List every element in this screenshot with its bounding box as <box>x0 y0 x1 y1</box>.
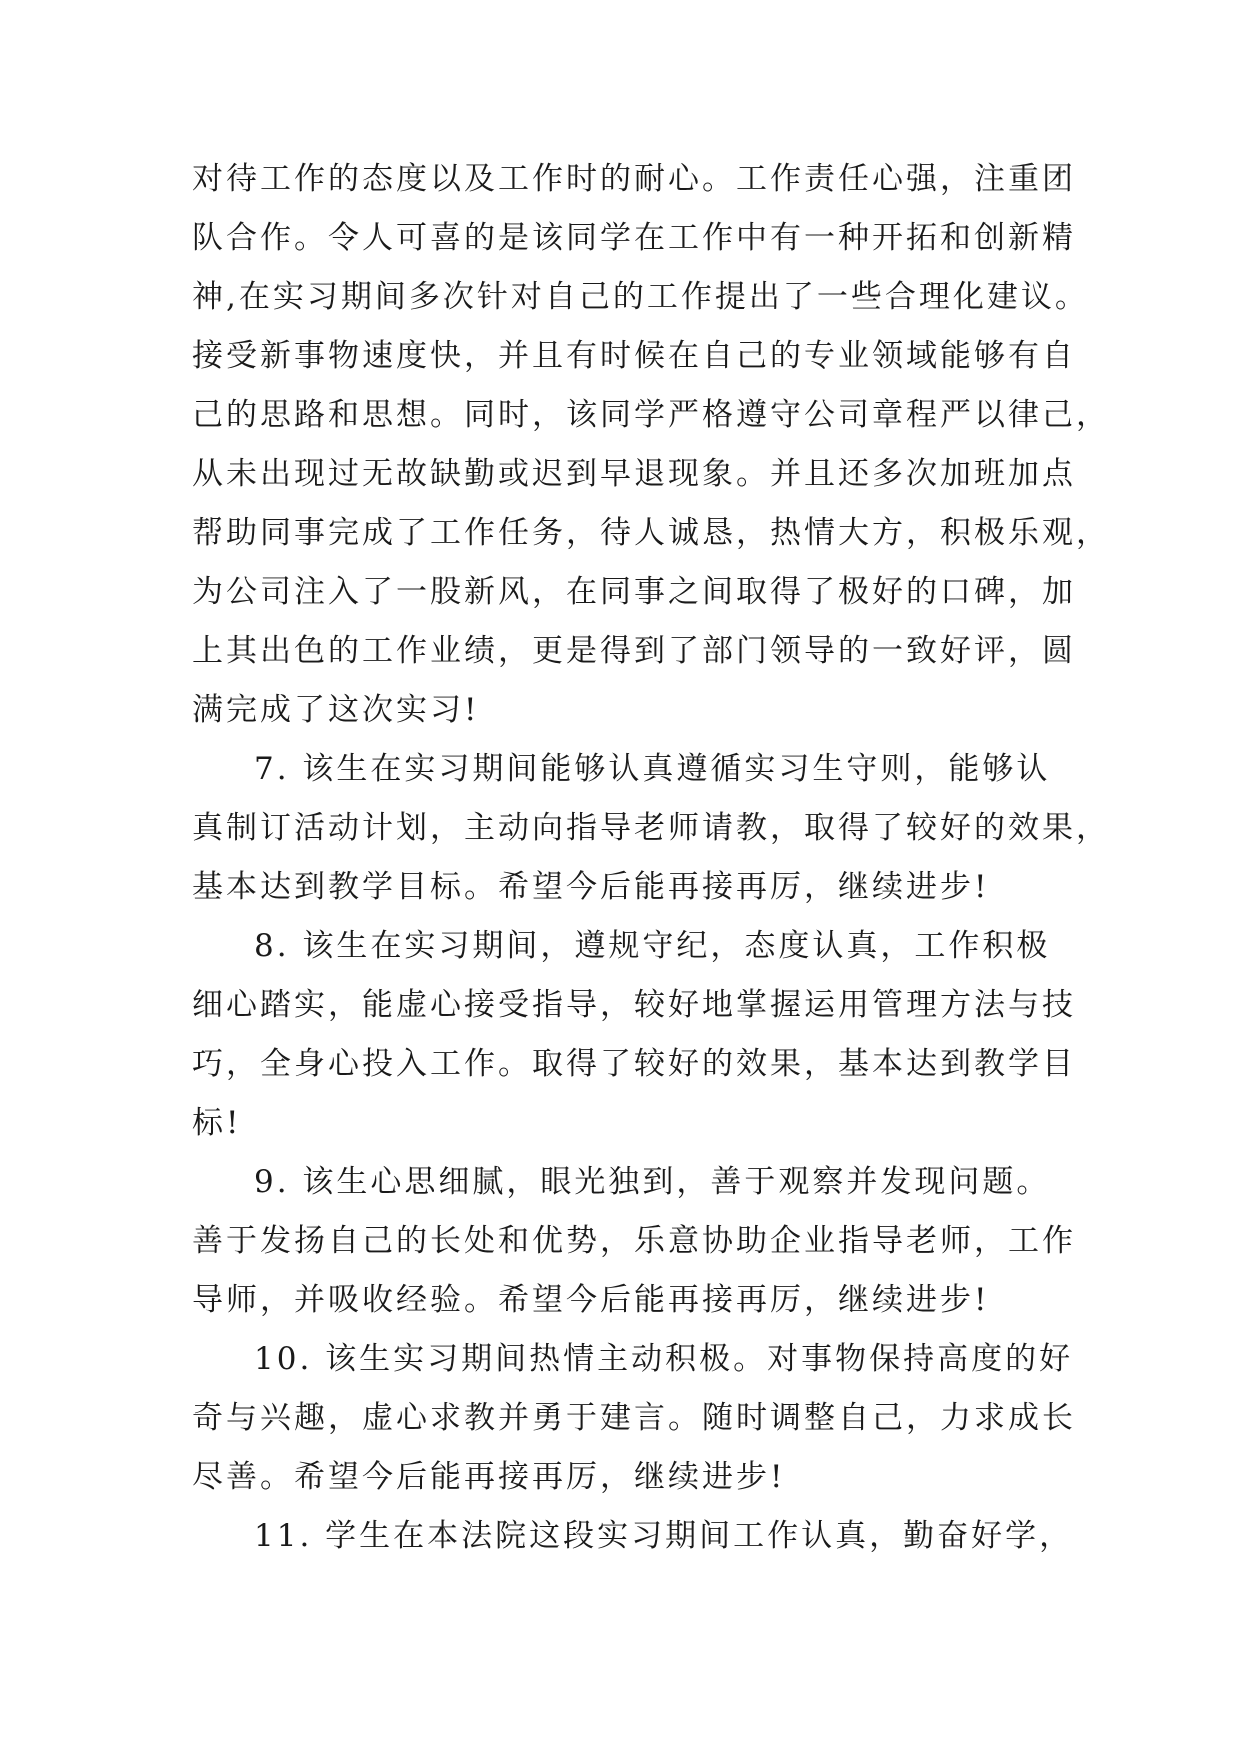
text-line: 从未出现过无故缺勤或迟到早退现象。并且还多次加班加点 <box>192 456 1076 492</box>
text-line: 满完成了这次实习! <box>192 692 480 728</box>
text-line: 帮助同事完成了工作任务，待人诚恳，热情大方，积极乐观， <box>192 515 1110 551</box>
text-line: 上其出色的工作业绩，更是得到了部门领导的一致好评，圆 <box>192 633 1076 669</box>
paragraph-7-first-line: 7. 该生在实习期间能够认真遵循实习生守则，能够认 <box>254 751 1051 787</box>
text-line: 细心踏实，能虚心接受指导，较好地掌握运用管理方法与技 <box>192 987 1076 1023</box>
text-line: 奇与兴趣，虚心求教并勇于建言。随时调整自己，力求成长 <box>192 1400 1076 1436</box>
paragraph-10-first-line: 10. 该生实习期间热情主动积极。对事物保持高度的好 <box>254 1341 1074 1377</box>
paragraph-9-first-line: 9. 该生心思细腻，眼光独到，善于观察并发现问题。 <box>254 1164 1051 1200</box>
paragraph-11-first-line: 11. 学生在本法院这段实习期间工作认真，勤奋好学， <box>254 1518 1074 1554</box>
text-line: 标! <box>192 1105 242 1141</box>
text-line: 队合作。令人可喜的是该同学在工作中有一种开拓和创新精 <box>192 220 1076 256</box>
paragraph-8-first-line: 8. 该生在实习期间，遵规守纪，态度认真，工作积极 <box>254 928 1051 964</box>
text-line: 为公司注入了一股新风，在同事之间取得了极好的口碑，加 <box>192 574 1076 610</box>
text-line: 接受新事物速度快，并且有时候在自己的专业领域能够有自 <box>192 338 1076 374</box>
text-line: 尽善。希望今后能再接再厉，继续进步! <box>192 1459 786 1495</box>
text-line: 基本达到教学目标。希望今后能再接再厉，继续进步! <box>192 869 990 905</box>
text-line: 真制订活动计划，主动向指导老师请教，取得了较好的效果， <box>192 810 1110 846</box>
text-line: 对待工作的态度以及工作时的耐心。工作责任心强，注重团 <box>192 161 1076 197</box>
text-line: 善于发扬自己的长处和优势，乐意协助企业指导老师，工作 <box>192 1223 1076 1259</box>
text-line: 导师，并吸收经验。希望今后能再接再厉，继续进步! <box>192 1282 990 1318</box>
text-line: 己的思路和思想。同时，该同学严格遵守公司章程严以律己， <box>192 397 1110 433</box>
text-line: 神,在实习期间多次针对自己的工作提出了一些合理化建议。 <box>192 279 1089 315</box>
text-line: 巧，全身心投入工作。取得了较好的效果，基本达到教学目 <box>192 1046 1076 1082</box>
